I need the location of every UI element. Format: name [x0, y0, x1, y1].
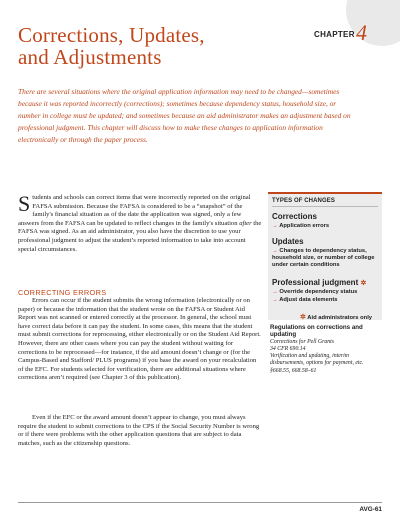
- para2-text: Errors can occur if the student submits the wrong information (electronically or on paper) or because the information that the student wrote on the FAFSA or Student Aid Report was not scanned or entered correctly at the processor. In general, the school must have correct data before it can pay the student. In some cases, this means that the student must submit corrections for reprocessing, either electronically or on the Student Aid Report. However, there are other cases where you can pay the student without waiting for corrections to be reprocessed—for instance, if the aid amount doesn’t change or (for the Campus-Based and Stafford/ PLUS programs) if you base the award on your recalculation of the EFC. For students selected for verification, there are additional situations where corrections aren’t required (see Chapter 3 of this publication).: [18, 297, 261, 382]
- sidebar-category-professional-judgment: Professional judgment ✲: [272, 278, 367, 287]
- body-paragraph-2: [18, 297, 262, 383]
- footer-divider: [18, 502, 382, 503]
- chapter-title: [18, 24, 298, 68]
- para3-text: Even if the EFC or the award amount doesn’t appear to change, you must always require the student to submit corrections to the CPS if the Social Security Number is wrong or if there were problems with the other application questions that are subject to data matches, such as the citizenship questions.: [18, 414, 260, 447]
- sidebar-category-updates: Updates: [272, 237, 304, 246]
- arrow-icon: →: [272, 248, 278, 254]
- chapter-intro: There are several situations where the original application information may need to be changed—sometimes because it was reported incorrectly (corrections); sometimes because dependency status, household size, or number in college must be updated; and sometimes because an aid administrator makes an adjustment based on professional judgment. This chapter will discuss how to make these changes to application information electronically or through the paper process.: [18, 87, 351, 144]
- sidebar-category-corrections: Corrections: [272, 212, 317, 221]
- drop-cap: S: [18, 191, 31, 216]
- arrow-icon: →: [272, 223, 278, 229]
- sidebar-footnote: ✲ Aid administrators only: [300, 314, 373, 321]
- regulations-line: Corrections for Pell Grants: [270, 338, 335, 345]
- chapter-number: 4: [356, 20, 367, 45]
- regulations-line: §668.55, 668.58–61: [270, 367, 317, 374]
- sidebar-heading: TYPES OF CHANGES: [272, 198, 335, 204]
- arrow-icon: →: [272, 297, 278, 303]
- asterisk-icon: ✲: [300, 314, 306, 321]
- regulations-line: 34 CFR 690.14: [270, 346, 306, 353]
- sidebar-item: → Adjust data elements: [272, 297, 338, 303]
- chapter-badge: [302, 0, 384, 56]
- page-number: AVG-61: [359, 506, 382, 513]
- para1-end: the FAFSA was signed. As an aid administrator, you also have the discretion to use your professional judgment to adjust the student’s reported information to take into account special circumstances.: [18, 219, 262, 253]
- title-line-2: and Adjustments: [18, 45, 162, 69]
- body-paragraph-1: [18, 191, 262, 254]
- asterisk-icon: ✲: [360, 280, 367, 287]
- regulations-heading: Regulations on corrections and updating: [270, 324, 363, 339]
- types-of-changes-sidebar: [268, 192, 382, 320]
- regulations-note: [270, 324, 382, 375]
- arrow-icon: →: [272, 289, 278, 295]
- body-paragraph-3: [18, 414, 262, 448]
- para1-italic: after: [239, 219, 252, 227]
- title-line-1: Corrections, Updates,: [18, 23, 205, 47]
- section-heading-correcting-errors: CORRECTING ERRORS: [18, 288, 107, 297]
- chapter-circle-decoration: [346, 0, 400, 46]
- chapter-label: CHAPTER: [314, 30, 355, 39]
- sidebar-item: → Override dependency status: [272, 289, 358, 295]
- regulations-line: Verification and updating, interim: [270, 353, 349, 360]
- para1-text: tudents and schools can correct items that were incorrectly reported on the original FAFSA submission. Because the FAFSA is considered to be a “snapshot” of the family's financial situation as of the date the application was signed, only a few answers from the FAFSA can be updated to reflect changes in the family's situation: [18, 194, 251, 227]
- sidebar-divider: [272, 206, 378, 207]
- regulations-line: disbursements, options for payment, etc.: [270, 360, 364, 367]
- sidebar-item: → Application errors: [272, 223, 330, 229]
- sidebar-item: → Changes to dependency status, household size, or number of college under certain conditions: [272, 248, 375, 268]
